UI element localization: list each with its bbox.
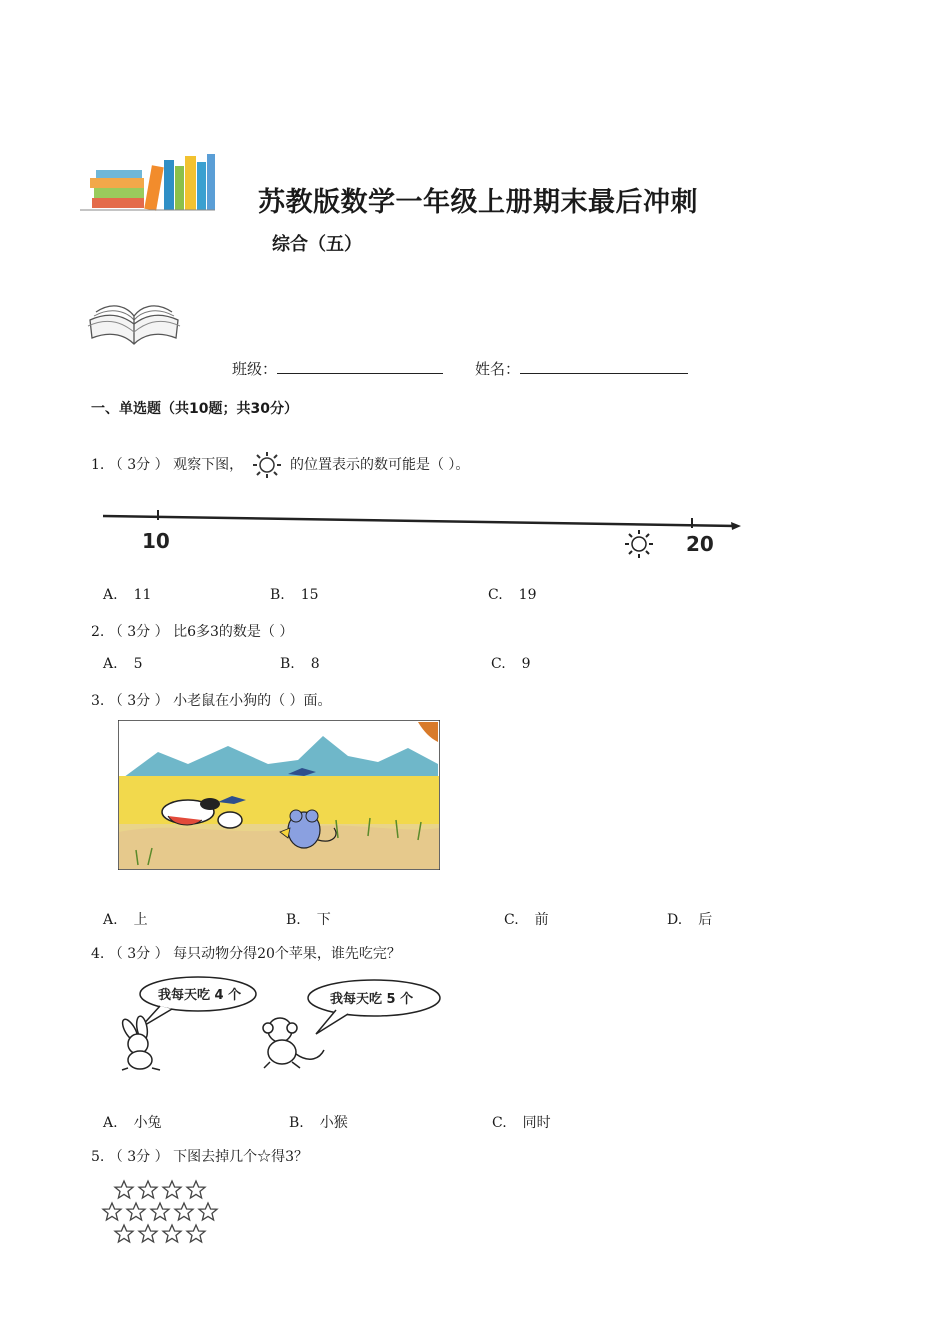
name-label: 姓名： xyxy=(475,360,521,378)
q4-option-a[interactable]: A. 小兔 xyxy=(103,1115,162,1131)
class-field xyxy=(232,358,443,379)
svg-text:我每天吃 5 个: 我每天吃 5 个 xyxy=(330,992,414,1007)
rabbit-image xyxy=(120,1015,160,1070)
q1-option-c[interactable]: C. 19 xyxy=(488,587,537,603)
rabbit-monkey-image xyxy=(110,972,450,1072)
name-field xyxy=(475,358,688,379)
question-4-prompt: 4. （ 3分 ） 每只动物分得20个苹果，谁先吃完？ xyxy=(91,946,401,962)
star-row-1 xyxy=(115,1181,205,1198)
q2-option-c[interactable]: C. 9 xyxy=(491,656,531,672)
q3-option-c[interactable]: C. 前 xyxy=(504,912,549,928)
number-line xyxy=(98,500,748,570)
q3-option-a[interactable]: A. 上 xyxy=(103,912,148,928)
monkey-image xyxy=(263,1018,324,1068)
question-5-prompt: 5. （ 3分 ） 下图去掉几个☆得3？ xyxy=(91,1149,308,1165)
q2-option-b[interactable]: B. 8 xyxy=(280,656,320,672)
svg-text:我每天吃 4 个: 我每天吃 4 个 xyxy=(158,988,242,1003)
q1-option-a[interactable]: A. 11 xyxy=(103,587,152,603)
q2-option-a[interactable]: A. 5 xyxy=(103,656,143,672)
speech-bubble-left xyxy=(140,977,256,1028)
sun-icon xyxy=(248,450,286,480)
q3-option-b[interactable]: B. 下 xyxy=(286,912,331,928)
class-blank[interactable] xyxy=(277,359,443,374)
section-title: 一、单选题（共10题；共30分） xyxy=(91,401,298,417)
open-book-icon xyxy=(84,282,184,352)
name-blank[interactable] xyxy=(520,359,688,374)
page-subtitle: 综合（五） xyxy=(272,234,362,255)
question-1-prompt: 1. （ 3分 ） 观察下图， 的位置表示的数可能是（ ）。 xyxy=(91,454,469,474)
q4-option-b[interactable]: B. 小猴 xyxy=(289,1115,348,1131)
sun-marker-icon xyxy=(625,530,653,558)
star-row-3 xyxy=(115,1225,205,1242)
q1-option-b[interactable]: B. 15 xyxy=(270,587,319,603)
star-row-2 xyxy=(103,1203,217,1220)
stars-image xyxy=(98,1176,228,1248)
q3-option-d[interactable]: D. 后 xyxy=(667,912,713,928)
dog-mouse-scene-image xyxy=(118,720,440,870)
question-3-prompt: 3. （ 3分 ） 小老鼠在小狗的（ ）面。 xyxy=(91,693,332,709)
speech-bubble-right xyxy=(308,980,440,1034)
number-line-label-20: 20 xyxy=(686,532,714,556)
number-line-label-10: 10 xyxy=(142,529,170,553)
books-stack-image xyxy=(80,152,215,222)
q4-option-c[interactable]: C. 同时 xyxy=(492,1115,551,1131)
class-label: 班级： xyxy=(232,360,278,378)
question-2-prompt: 2. （ 3分 ） 比6多3的数是（ ） xyxy=(91,624,294,640)
page-title: 苏教版数学一年级上册期末最后冲刺 xyxy=(258,187,698,218)
